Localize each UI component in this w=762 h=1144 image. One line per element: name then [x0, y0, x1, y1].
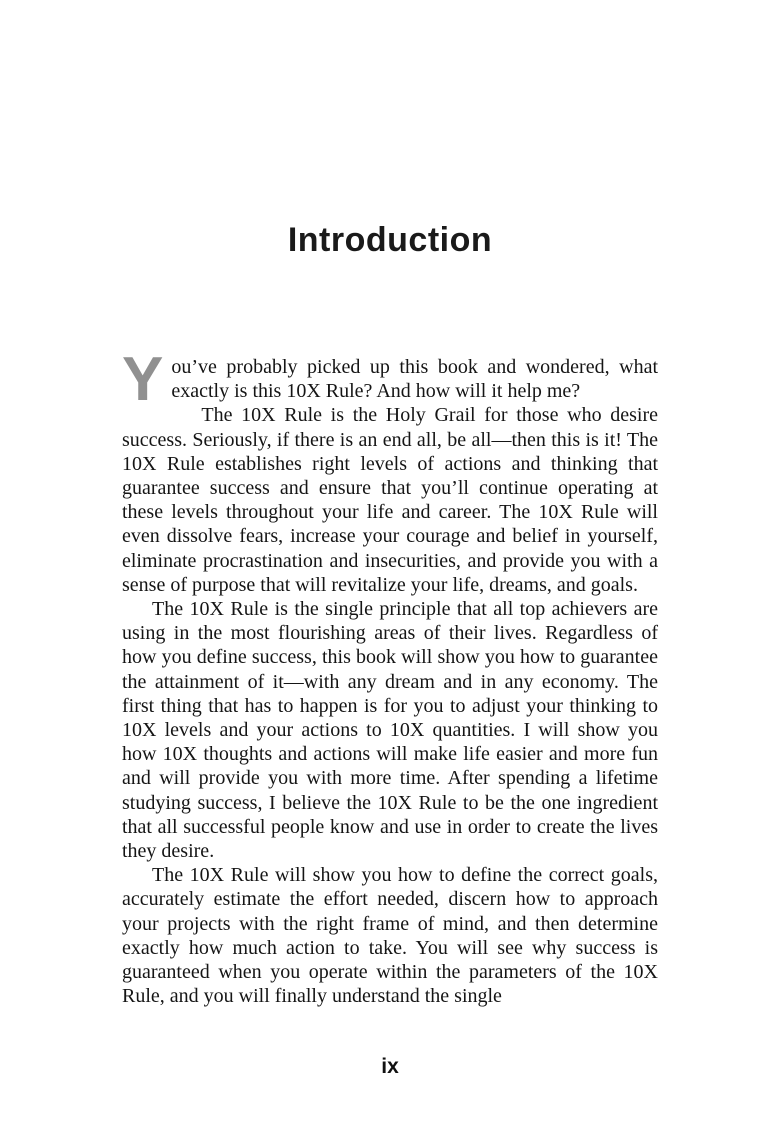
page-number: ix — [381, 1055, 399, 1078]
body-text — [122, 345, 658, 1008]
opening-paragraph-text: ou’ve probably picked up this book and wondered, what exactly is this 10X Rule? And how will it help me? — [171, 356, 658, 403]
drop-cap: Y — [122, 345, 164, 414]
chapter-title: Introduction — [287, 220, 493, 259]
opening-paragraph — [122, 345, 658, 414]
paragraph: The 10X Rule is the Holy Grail for those who desire success. Seriously, if there is an end all, be all—then this is it! The 10X Rule establishes right levels of actions and thinking that guarantee success and ensure that you’ll continue operating at these levels throughout your life and career. The 10X Rule will even dissolve fears, increase your courage and belief in yourself, eliminate procrastination and insecurities, and provide you with a sense of purpose that will revitalize your life, dreams, and goals. — [122, 404, 658, 596]
paragraph: The 10X Rule will show you how to define the correct goals, accurately estimate the effort needed, discern how to approach your projects with the right frame of mind, and then determine exactly how much action to take. You will see why success is guaranteed when you operate within the parameters of the 10X Rule, and you will finally understand the single — [122, 864, 658, 1008]
paragraph: The 10X Rule is the single principle that all top achievers are using in the most flourishing areas of their lives. Regardless of how you define success, this book will show you how to guarantee the attainment of it—with any dream and in any economy. The first thing that has to happen is for you to adjust your thinking to 10X levels and your actions to 10X quantities. I will show you how 10X thoughts and actions will make life easier and more fun and will provide you with more time. After spending a lifetime studying success, I believe the 10X Rule to be the one ingredient that all successful people know and use in order to create the lives they desire. — [122, 598, 658, 863]
